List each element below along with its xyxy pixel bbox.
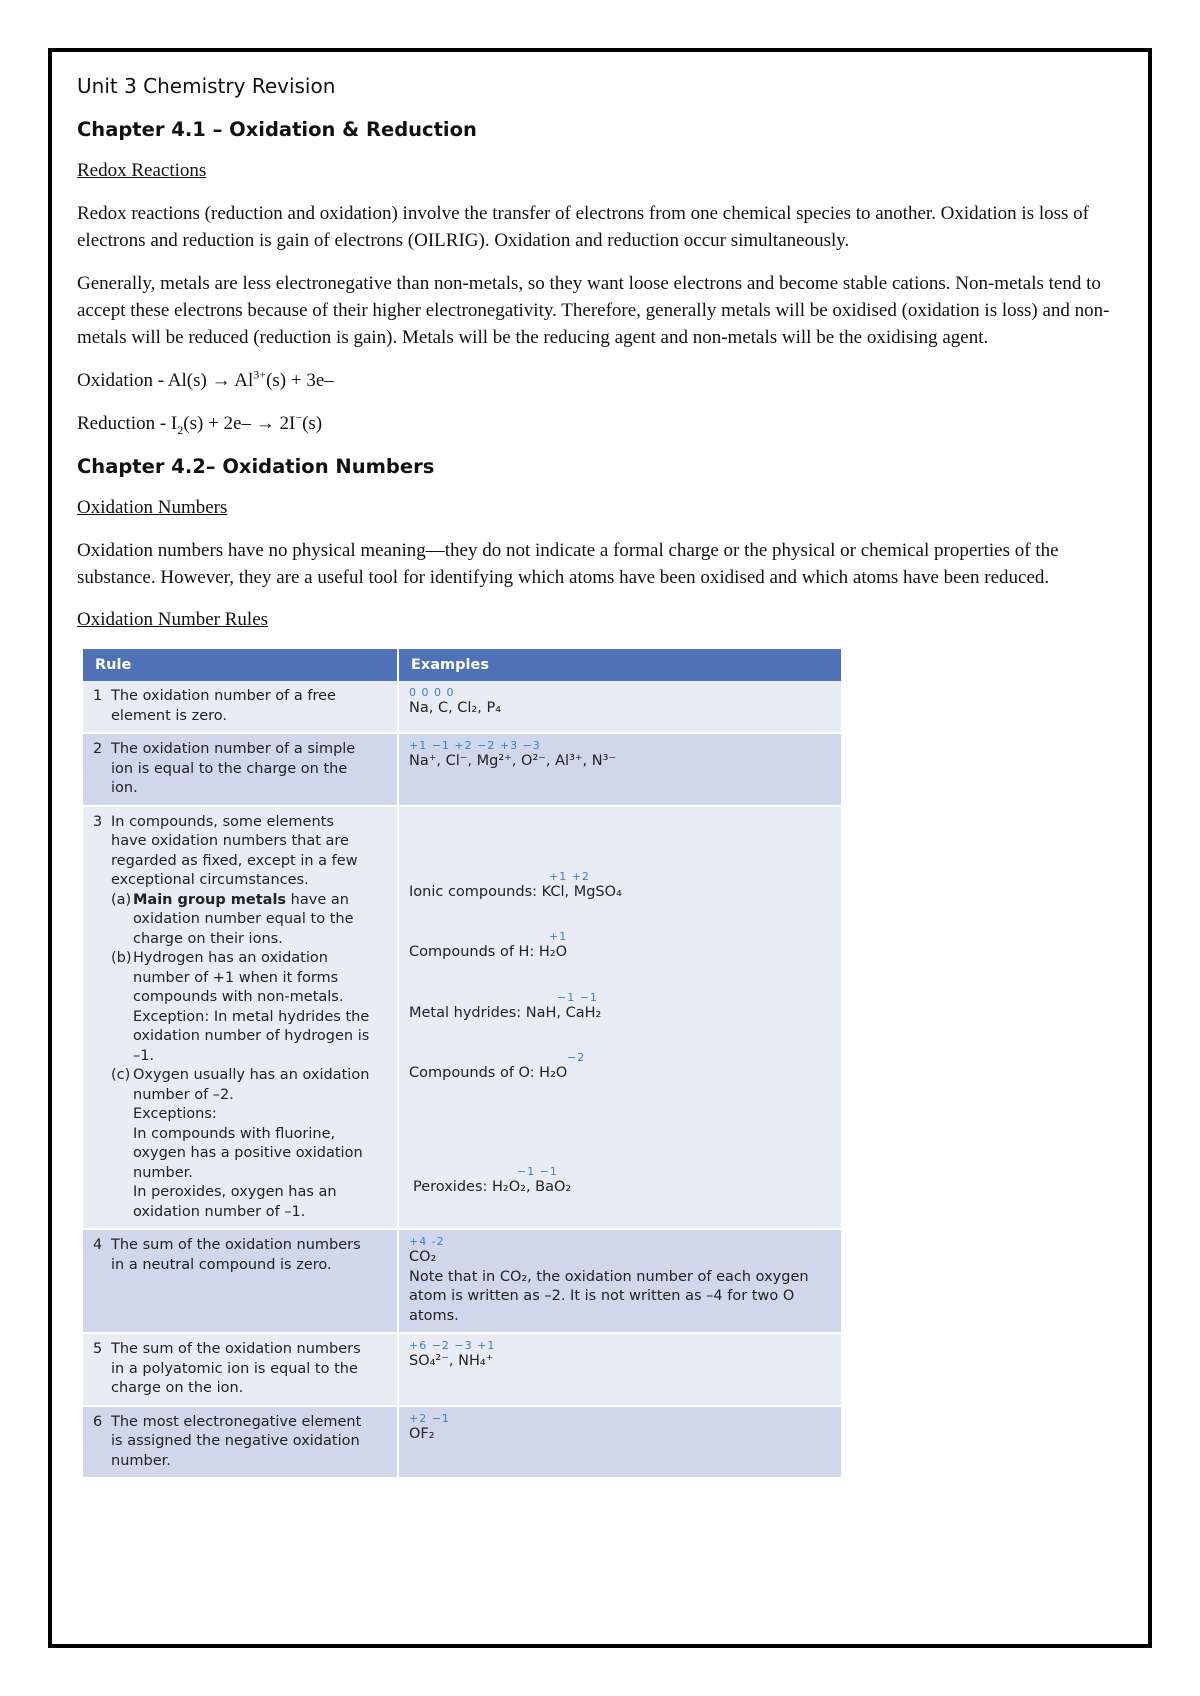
example-cell [398, 1406, 841, 1479]
oxidation-state-labels: +6 −2 −3 +1 [409, 1339, 496, 1352]
example-cell [398, 681, 841, 733]
example-cell [398, 733, 841, 806]
example-hydrogen [409, 931, 831, 963]
rule-number: 4 [93, 1237, 103, 1253]
chapter-4-1-title: Chapter 4.1 – Oxidation & Reduction [77, 118, 477, 141]
column-header-examples: Examples [398, 649, 841, 681]
rule-3b-label: (b) [111, 950, 132, 966]
page-content [77, 72, 1127, 1479]
table-row [83, 1406, 841, 1479]
example-text: SO₄²⁻, NH₄⁺ [409, 1353, 494, 1369]
rule-3b-text [133, 949, 371, 1066]
rule-number: 2 [93, 741, 103, 757]
table-row [83, 1333, 841, 1406]
rule-text: The most electronegative element is assigned the negative oxidation number. [111, 1413, 362, 1469]
table-row [83, 733, 841, 806]
example-text: Na⁺, Cl⁻, Mg²⁺, O²⁻, Al³⁺, N³⁻ [409, 753, 617, 769]
reduction-eq-subscript: 2 [177, 422, 184, 437]
oxidation-state-labels: −1 −1 [557, 990, 598, 1004]
redox-paragraph-1: Redox reactions (reduction and oxidation) involve the transfer of electrons from one chemical species to another. Oxidation is loss of electrons and reduction is gain of electrons (OILRIG). Oxidation and reduction occur simultaneously. [77, 203, 1089, 251]
rule-text: The sum of the oxidation numbers in a polyatomic ion is equal to the charge on the ion. [111, 1341, 361, 1396]
reduction-eq-middle: (s) + 2e– → 2I [183, 413, 296, 434]
example-text: CO₂ [409, 1249, 437, 1265]
reduction-eq-suffix: (s) [302, 413, 323, 434]
rule-number: 6 [93, 1413, 103, 1430]
reduction-eq-prefix: Reduction - I [77, 413, 178, 434]
example-text: Compounds of O: H₂O [409, 1065, 568, 1081]
oxidation-eq-charge: 3+ [253, 367, 267, 382]
rule-cell [83, 1229, 398, 1333]
oxidation-rules-table [83, 649, 841, 1479]
oxidation-state-labels: 0 0 0 0 [409, 686, 455, 699]
rule-number: 3 [93, 813, 103, 830]
rule-cell [83, 806, 398, 1230]
example-oxygen [409, 1052, 831, 1084]
example-cell [398, 806, 841, 1230]
rule-cell [83, 681, 398, 733]
example-cell [398, 1333, 841, 1406]
oxidation-state-labels: +1 [549, 930, 568, 943]
oxidation-eq-prefix: Oxidation - Al(s) → Al [77, 370, 254, 391]
rule-cell [83, 1406, 398, 1479]
rule-3c-text [133, 1066, 371, 1222]
example-peroxides [409, 1166, 831, 1198]
oxidation-eq-suffix: (s) + 3e– [266, 370, 334, 391]
example-text: Metal hydrides: NaH, CaH₂ [409, 1004, 602, 1021]
rule-3c [111, 1066, 387, 1222]
oxidation-rules-subheading: Oxidation Number Rules [77, 609, 269, 630]
rule-text: The oxidation number of a free element is zero. [111, 688, 336, 724]
rule-text: The oxidation number of a simple ion is equal to the charge on the ion. [111, 741, 356, 796]
table-row [83, 681, 841, 733]
rule-3a-bold: Main group metals [133, 891, 287, 908]
column-header-rule: Rule [83, 649, 398, 681]
unit-title: Unit 3 Chemistry Revision [77, 74, 336, 98]
oxidation-state-labels: −1 −1 [517, 1164, 558, 1178]
rule-3b [111, 949, 387, 1066]
oxidation-numbers-subheading: Oxidation Numbers [77, 497, 228, 518]
rule-text: The sum of the oxidation numbers in a neutral compound is zero. [111, 1237, 361, 1273]
oxidation-state-labels: +4 -2 [409, 1235, 445, 1248]
redox-reactions-subheading: Redox Reactions [77, 160, 207, 181]
page-border [48, 48, 1152, 1648]
rule-3a [111, 891, 387, 950]
rule-cell [83, 1333, 398, 1406]
example-text: OF₂ [409, 1425, 435, 1442]
oxidation-numbers-paragraph: Oxidation numbers have no physical meaning—they do not indicate a formal charge or the physical or chemical properties of the substance. However, they are a useful tool for identifying which atoms have been oxidised and which atoms have been reduced. [77, 540, 1059, 588]
redox-paragraph-2: Generally, metals are less electronegative than non-metals, so they want loose electrons and become stable cations. Non-metals tend to accept these electrons because of their higher electronegativity. Therefore, generally metals will be oxidised (oxidation is loss) and non-metals will be reduced (reduction is gain). Metals will be the reducing agent and non-metals will be the oxidising agent. [77, 273, 1110, 348]
rule-3c-label: (c) [111, 1067, 131, 1083]
rule-3a-body: have an oxidation number equal to the charge on their ions. [133, 891, 354, 947]
rule-3c-exception-1: In compounds with fluorine, oxygen has a positive oxidation number. [133, 1125, 363, 1181]
table-row [83, 1229, 841, 1333]
rule-text: In compounds, some elements have oxidation numbers that are regarded as fixed, except in a few exceptional circumstances. [111, 813, 358, 888]
example-ionic [409, 871, 831, 903]
rule-3c-body: Oxygen usually has an oxidation number of –2. [133, 1067, 370, 1103]
example-text: Peroxides: H₂O₂, BaO₂ [413, 1178, 572, 1195]
reduction-eq-charge: − [295, 410, 303, 425]
table-row [83, 806, 841, 1230]
example-note: Note that in CO₂, the oxidation number of each oxygen atom is written as –2. It is not written as –4 for two O atoms. [409, 1268, 809, 1324]
example-text: Compounds of H: H₂O [409, 944, 568, 960]
oxidation-state-labels: +2 −1 [409, 1411, 450, 1425]
table-header-row [83, 649, 841, 681]
rule-number: 1 [93, 688, 103, 704]
example-text: Ionic compounds: KCl, MgSO₄ [409, 883, 622, 900]
rule-3a-label: (a) [111, 891, 132, 908]
rule-3a-text [133, 891, 371, 950]
rule-3c-exceptions-title: Exceptions: [133, 1106, 217, 1122]
rule-3b-body: Hydrogen has an oxidation number of +1 when it forms compounds with non-metals. [133, 950, 344, 1005]
rule-3b-exception: Exception: In metal hydrides the oxidation number of hydrogen is –1. [133, 1008, 370, 1064]
example-hydrides [409, 992, 831, 1024]
oxidation-equation [77, 367, 1127, 394]
rule-3c-exception-2: In peroxides, oxygen has an oxidation number of –1. [133, 1184, 337, 1220]
oxidation-state-labels: −2 [567, 1051, 586, 1064]
chapter-4-2-title: Chapter 4.2– Oxidation Numbers [77, 455, 435, 478]
rule-cell [83, 733, 398, 806]
reduction-equation [77, 410, 1127, 437]
example-cell [398, 1229, 841, 1333]
rule-number: 5 [93, 1341, 103, 1357]
oxidation-state-labels: +1 +2 [549, 869, 590, 883]
example-text: Na, C, Cl₂, P₄ [409, 700, 502, 716]
oxidation-state-labels: +1 −1 +2 −2 +3 −3 [409, 739, 541, 752]
